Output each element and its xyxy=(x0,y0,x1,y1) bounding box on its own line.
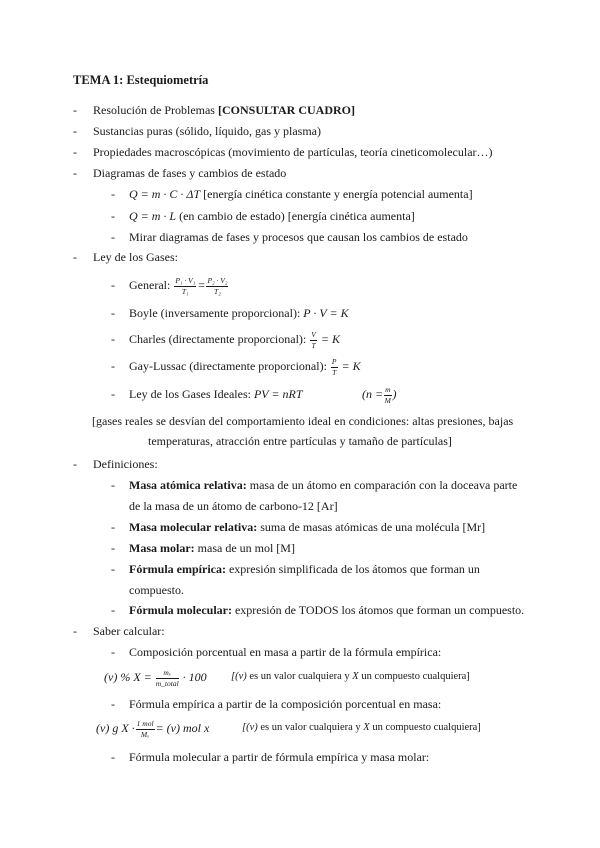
item-text: Gay-Lussac (directamente proporcional): xyxy=(129,359,330,373)
bullet-dash: - xyxy=(111,209,115,223)
formula: Q = m · L xyxy=(129,209,177,223)
definition-molecular-formula xyxy=(129,603,524,617)
item-text: (en cambio de estado) [energía cinética aumenta] xyxy=(176,209,415,223)
bullet-dash: - xyxy=(111,332,115,346)
sublist-item-ideal xyxy=(129,387,303,401)
definition-text: suma de masas atómicas de una molécula [Mr] xyxy=(257,520,486,534)
definition-continuation: compuesto. xyxy=(129,583,184,597)
fraction-numerator: P₂ · V₂ xyxy=(207,275,228,285)
page-title: TEMA 1: Estequiometría xyxy=(73,73,209,87)
term: Masa atómica relativa: xyxy=(129,478,247,492)
bullet-dash: - xyxy=(111,697,115,711)
definition-text: expresión de TODOS los átomos que forman un compuesto. xyxy=(231,603,525,617)
formula: = K xyxy=(341,359,361,373)
fraction xyxy=(310,331,317,350)
fraction-denominator: T₁ xyxy=(181,286,189,296)
fraction xyxy=(384,386,391,405)
fraction-numerator: P xyxy=(331,356,337,366)
fraction-numerator: 1 mol xyxy=(136,718,154,728)
sublist-item-diagrams: Mirar diagramas de fases y procesos que causan los cambios de estado xyxy=(129,230,468,244)
term: Fórmula empírica: xyxy=(129,562,226,576)
definition-continuation: de la masa de un átomo de carbono-12 [Ar] xyxy=(129,499,338,513)
item-bold-text: [CONSULTAR CUADRO] xyxy=(217,103,355,117)
list-item-definitions: Definiciones: xyxy=(93,457,158,471)
sublist-item-general xyxy=(129,271,229,299)
calc-item-molecular: Fórmula molecular a partir de fórmula empírica y masa molar: xyxy=(129,750,430,764)
note-text: [(v) xyxy=(242,722,258,733)
definition-empirical-formula xyxy=(129,562,480,576)
equals-sign: = xyxy=(197,278,206,292)
sublist-item-latent xyxy=(129,209,415,223)
formula: = K xyxy=(320,332,340,346)
bullet-dash: - xyxy=(111,478,115,492)
definition-text: masa de un mol [M] xyxy=(194,541,295,555)
bullet-dash: - xyxy=(111,750,115,764)
fraction xyxy=(156,669,179,688)
formula: Q = m · C · ΔT xyxy=(129,187,201,201)
formula: = (v) mol x xyxy=(155,721,210,735)
fraction-numerator: m xyxy=(385,384,391,394)
formula-moles xyxy=(96,714,209,742)
formula: P · V = K xyxy=(303,306,349,320)
note-line-2: temperaturas, atracción entre partículas y tamaño de partículas] xyxy=(148,434,452,448)
bullet-dash: - xyxy=(111,387,115,401)
definition-molecular-mass xyxy=(129,520,485,534)
sublist-item-gay-lussac xyxy=(129,352,361,380)
term: Masa molecular relativa: xyxy=(129,520,258,534)
item-text: General: xyxy=(129,278,174,292)
definition-text: expresión simplificada de los átomos que forman un xyxy=(225,562,480,576)
item-text: [energía cinética constante y energía potencial aumenta] xyxy=(200,187,473,201)
bullet-dash: - xyxy=(73,124,77,138)
item-text: Resolución de Problemas xyxy=(93,103,218,117)
term: Masa molar: xyxy=(129,541,195,555)
definition-molar-mass xyxy=(129,541,295,555)
definition-atomic-mass xyxy=(129,478,517,492)
note-text: un compuesto cualquiera] xyxy=(369,722,481,733)
note-text: [(v) xyxy=(231,671,247,682)
bullet-dash: - xyxy=(73,457,77,471)
fraction-numerator: mₓ xyxy=(156,669,179,679)
fraction-denominator: M xyxy=(384,395,391,405)
fraction-denominator: T xyxy=(311,340,316,350)
calc-item-percent-composition: Composición porcentual en masa a partir de la fórmula empírica: xyxy=(129,645,442,659)
calc-item-empirical: Fórmula empírica a partir de la composición porcentual en masa: xyxy=(129,697,442,711)
note-text: es un valor cualquiera y xyxy=(246,671,353,682)
bullet-dash: - xyxy=(73,250,77,264)
sublist-item-heat xyxy=(129,187,473,201)
fraction-denominator: Mₓ xyxy=(140,729,150,739)
formula: PV = nRT xyxy=(253,387,303,401)
fraction xyxy=(206,277,228,296)
bullet-dash: - xyxy=(111,278,115,292)
list-item-macroscopic: Propiedades macroscópicas (movimiento de partículas, teoría cineticomolecular…) xyxy=(93,145,493,159)
formula: ) xyxy=(392,387,397,401)
formula: · 100 xyxy=(182,670,207,684)
definition-text: masa de un átomo en comparación con la doceava parte xyxy=(246,478,518,492)
formula: (v) % X = xyxy=(104,670,152,684)
sublist-item-charles xyxy=(129,325,340,353)
bullet-dash: - xyxy=(73,145,77,159)
fraction-denominator: T xyxy=(332,367,337,377)
note-text: es un valor cualquiera y xyxy=(257,722,364,733)
bullet-dash: - xyxy=(111,306,115,320)
fraction-numerator: P₁ · V₁ xyxy=(175,275,196,285)
bullet-dash: - xyxy=(111,187,115,201)
list-item-calculate: Saber calcular: xyxy=(93,624,165,638)
fraction xyxy=(174,277,196,296)
note-text: X xyxy=(363,722,370,733)
fraction xyxy=(331,358,338,377)
fraction-denominator: m_total xyxy=(155,678,179,688)
bullet-dash: - xyxy=(111,603,115,617)
bullet-dash: - xyxy=(111,359,115,373)
bullet-dash: - xyxy=(73,103,77,117)
bullet-dash: - xyxy=(111,562,115,576)
formula-note xyxy=(231,670,470,684)
moles-formula xyxy=(362,380,397,408)
item-text: Ley de los Gases Ideales: xyxy=(129,387,254,401)
fraction xyxy=(136,720,155,739)
bullet-dash: - xyxy=(111,520,115,534)
note-line-1: [gases reales se desvían del comportamiento ideal en condiciones: altas presiones, bajas xyxy=(92,414,514,428)
list-item-phase-diagrams: Diagramas de fases y cambios de estado xyxy=(93,166,287,180)
bullet-dash: - xyxy=(111,230,115,244)
note-text: X xyxy=(352,671,359,682)
fraction-denominator: T₂ xyxy=(214,286,221,296)
sublist-item-boyle xyxy=(129,306,349,320)
list-item-pure-substances: Sustancias puras (sólido, líquido, gas y plasma) xyxy=(93,124,321,138)
list-item-gas-laws: Ley de los Gases: xyxy=(93,250,178,264)
item-text: Boyle (inversamente proporcional): xyxy=(129,306,304,320)
bullet-dash: - xyxy=(73,166,77,180)
bullet-dash: - xyxy=(111,645,115,659)
term: Fórmula molecular: xyxy=(129,603,232,617)
item-text: Charles (directamente proporcional): xyxy=(129,332,310,346)
formula-percent xyxy=(104,663,207,691)
formula: (v) g X · xyxy=(96,721,135,735)
bullet-dash: - xyxy=(111,541,115,555)
fraction-numerator: V xyxy=(311,329,316,339)
formula: (n = xyxy=(362,387,384,401)
formula-note xyxy=(242,721,481,735)
list-item-problems xyxy=(93,103,355,117)
bullet-dash: - xyxy=(73,624,77,638)
note-text: un compuesto cualquiera] xyxy=(358,671,470,682)
